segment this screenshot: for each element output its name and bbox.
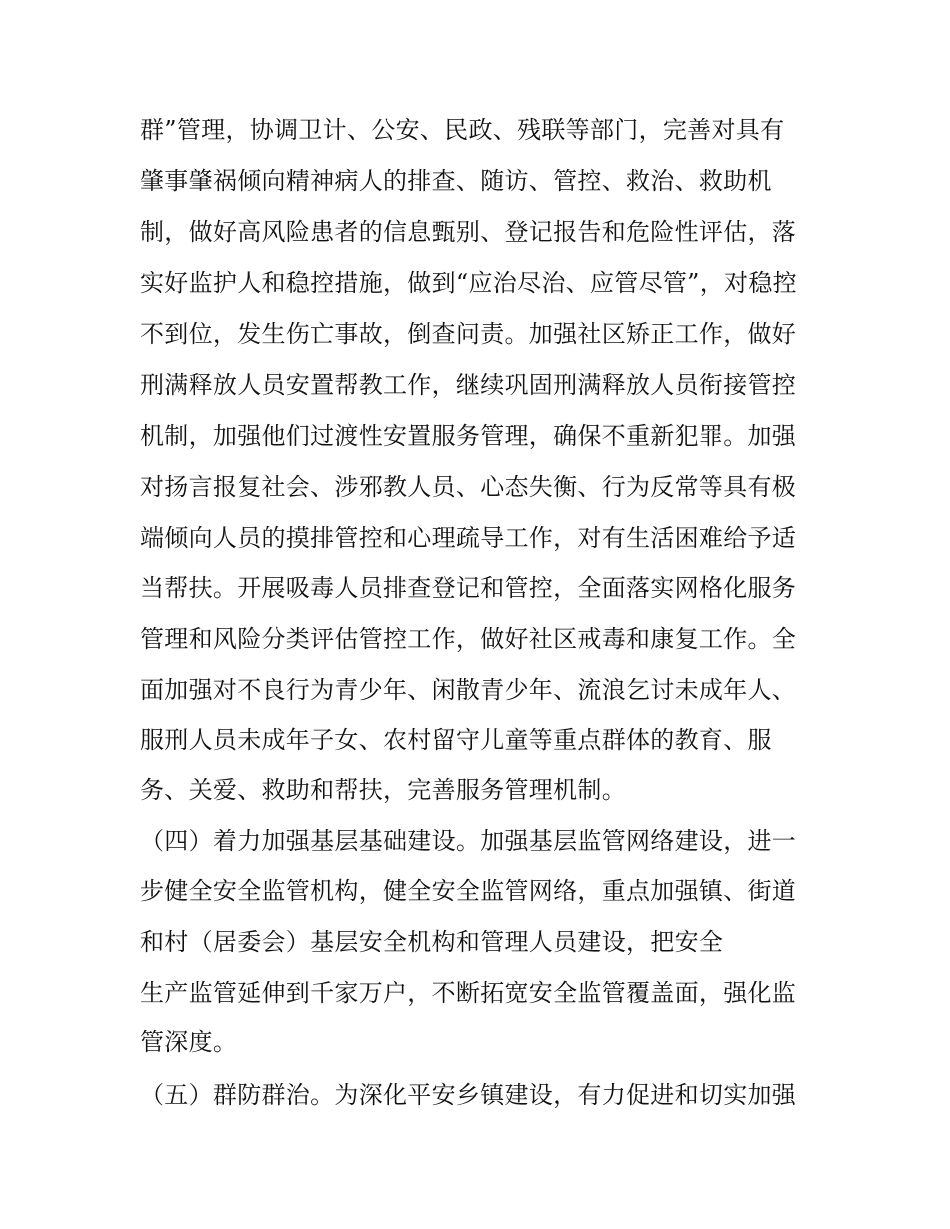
section-heading-line: （五）群防群治。为深化平安乡镇建设，有力促进和切实加强 [140, 1081, 797, 1109]
body-text-line: 步健全安全监管机构，健全安全监管网络，重点加强镇、街道 [140, 877, 797, 905]
body-text-line: 肇事肇祸倾向精神病人的排查、随访、管控、救治、救助机 [140, 167, 772, 195]
body-text-line: 实好监护人和稳控措施，做到“应治尽治、应管尽管”，对稳控 [140, 269, 797, 297]
section-heading-line: （四）着力加强基层基础建设。加强基层监管网络建设，进一 [140, 827, 797, 855]
body-text-line: 和村（居委会）基层安全机构和管理人员建设，把安全 [140, 928, 724, 956]
body-text-line: 面加强对不良行为青少年、闲散青少年、流浪乞讨未成年人、 [140, 676, 797, 704]
body-text-line: 生产监管延伸到千家万户，不断拓宽安全监管覆盖面，强化监 [140, 979, 797, 1007]
body-text-line: 管理和风险分类评估管控工作，做好社区戒毒和康复工作。全 [140, 625, 797, 653]
body-text-line: 管深度。 [140, 1028, 238, 1056]
body-text-line: 服刑人员未成年子女、农村留守儿童等重点群体的教育、服 [140, 726, 772, 754]
body-text-line: 端倾向人员的摸排管控和心理疏导工作，对有生活困难给予适 [140, 524, 797, 552]
body-text-line: 制，做好高风险患者的信息甄别、登记报告和危险性评估，落 [140, 218, 797, 246]
body-text-line: 机制，加强他们过渡性安置服务管理，确保不重新犯罪。加强 [140, 422, 797, 450]
body-text-line: 不到位，发生伤亡事故，倒查问责。加强社区矫正工作，做好 [140, 320, 797, 348]
body-text-line: 务、关爱、救助和帮扶，完善服务管理机制。 [140, 776, 626, 804]
body-text-line: 群”管理，协调卫计、公安、民政、残联等部门，完善对具有 [140, 116, 785, 144]
body-text-line: 对扬言报复社会、涉邪教人员、心态失衡、行为反常等具有极 [140, 473, 797, 501]
body-text-line: 当帮扶。开展吸毒人员排查登记和管控，全面落实网格化服务 [140, 574, 797, 602]
body-text-line: 刑满释放人员安置帮教工作，继续巩固刑满释放人员衔接管控 [140, 371, 797, 399]
